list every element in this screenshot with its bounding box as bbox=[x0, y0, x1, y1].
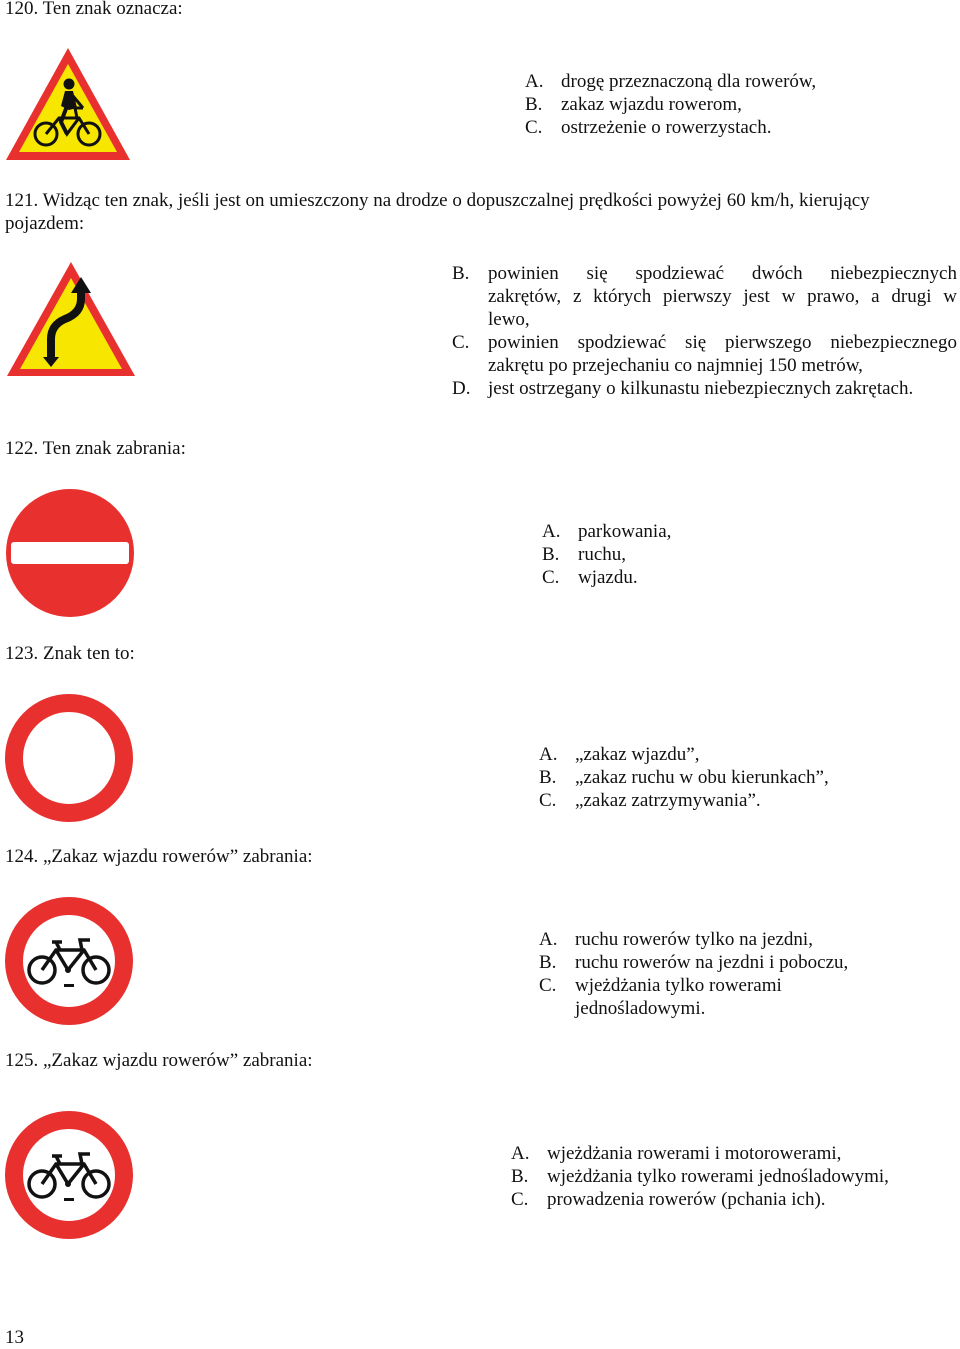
answer-option[interactable]: C. prowadzenia rowerów (pchania ich). bbox=[511, 1189, 826, 1210]
answer-option[interactable]: B. „zakaz ruchu w obu kierunkach”, bbox=[539, 767, 829, 788]
answer-option[interactable]: C. wjazdu. bbox=[542, 567, 638, 588]
question-125-answers bbox=[511, 1142, 951, 1211]
question-122-title: 122. Ten znak zabrania: bbox=[5, 438, 186, 459]
question-121-answers bbox=[452, 262, 957, 400]
page-number: 13 bbox=[5, 1327, 24, 1348]
question-123-title: 123. Znak ten to: bbox=[5, 643, 135, 664]
answer-option[interactable]: A. wjeżdżania rowerami i motorowerami, bbox=[511, 1143, 842, 1164]
no-bicycles-sign-icon bbox=[4, 896, 134, 1026]
question-120-title: 120. Ten znak oznacza: bbox=[5, 0, 183, 19]
question-122-answers bbox=[542, 520, 842, 589]
no-bicycles-sign-icon bbox=[4, 1110, 134, 1240]
no-entry-sign-icon bbox=[5, 488, 135, 618]
answer-option[interactable]: C. wjeżdżania tylko rowerami jednośladowymi. bbox=[539, 975, 782, 1019]
question-124-answers bbox=[539, 928, 939, 1020]
answer-option[interactable]: B. zakaz wjazdu rowerom, bbox=[525, 94, 742, 115]
question-121-title: 121. Widząc ten znak, jeśli jest on umieszczony na drodze o dopuszczalnej prędkości powyżej 60 km/h, kierujący bbox=[5, 190, 870, 211]
double-bend-warning-sign-icon bbox=[5, 259, 137, 379]
answer-option[interactable]: A. parkowania, bbox=[542, 521, 672, 542]
question-121-title-line2: pojazdem: bbox=[5, 213, 85, 234]
answer-option[interactable]: D. jest ostrzegany o kilkunastu niebezpiecznych zakrętach. bbox=[452, 378, 914, 399]
answer-option[interactable]: A. ruchu rowerów tylko na jezdni, bbox=[539, 929, 813, 950]
answer-option[interactable]: B. ruchu, bbox=[542, 544, 627, 565]
answer-option[interactable]: B. ruchu rowerów na jezdni i poboczu, bbox=[539, 952, 849, 973]
no-vehicles-sign-icon bbox=[4, 693, 134, 823]
answer-option[interactable]: B. powinien się spodziewać dwóch niebezpiecznych zakrętów, z których pierwszy jest w prawo, a drugi w lewo, bbox=[452, 263, 957, 330]
answer-option[interactable]: C. powinien spodziewać się pierwszego niebezpiecznego zakrętu po przejechaniu co najmniej 150 metrów, bbox=[452, 332, 957, 376]
answer-option[interactable]: C. ostrzeżenie o rowerzystach. bbox=[525, 117, 772, 138]
question-123-answers bbox=[539, 743, 919, 812]
question-124-title: 124. „Zakaz wjazdu rowerów” zabrania: bbox=[5, 846, 313, 867]
answer-option[interactable]: B. wjeżdżania tylko rowerami jednośladowymi, bbox=[511, 1166, 889, 1187]
answer-option[interactable]: A. drogę przeznaczoną dla rowerów, bbox=[525, 71, 817, 92]
answer-option[interactable]: A. „zakaz wjazdu”, bbox=[539, 744, 700, 765]
warning-cyclists-sign-icon bbox=[3, 44, 133, 164]
question-125-title: 125. „Zakaz wjazdu rowerów” zabrania: bbox=[5, 1050, 313, 1071]
question-120-answers bbox=[525, 70, 945, 139]
answer-option[interactable]: C. „zakaz zatrzymywania”. bbox=[539, 790, 761, 811]
